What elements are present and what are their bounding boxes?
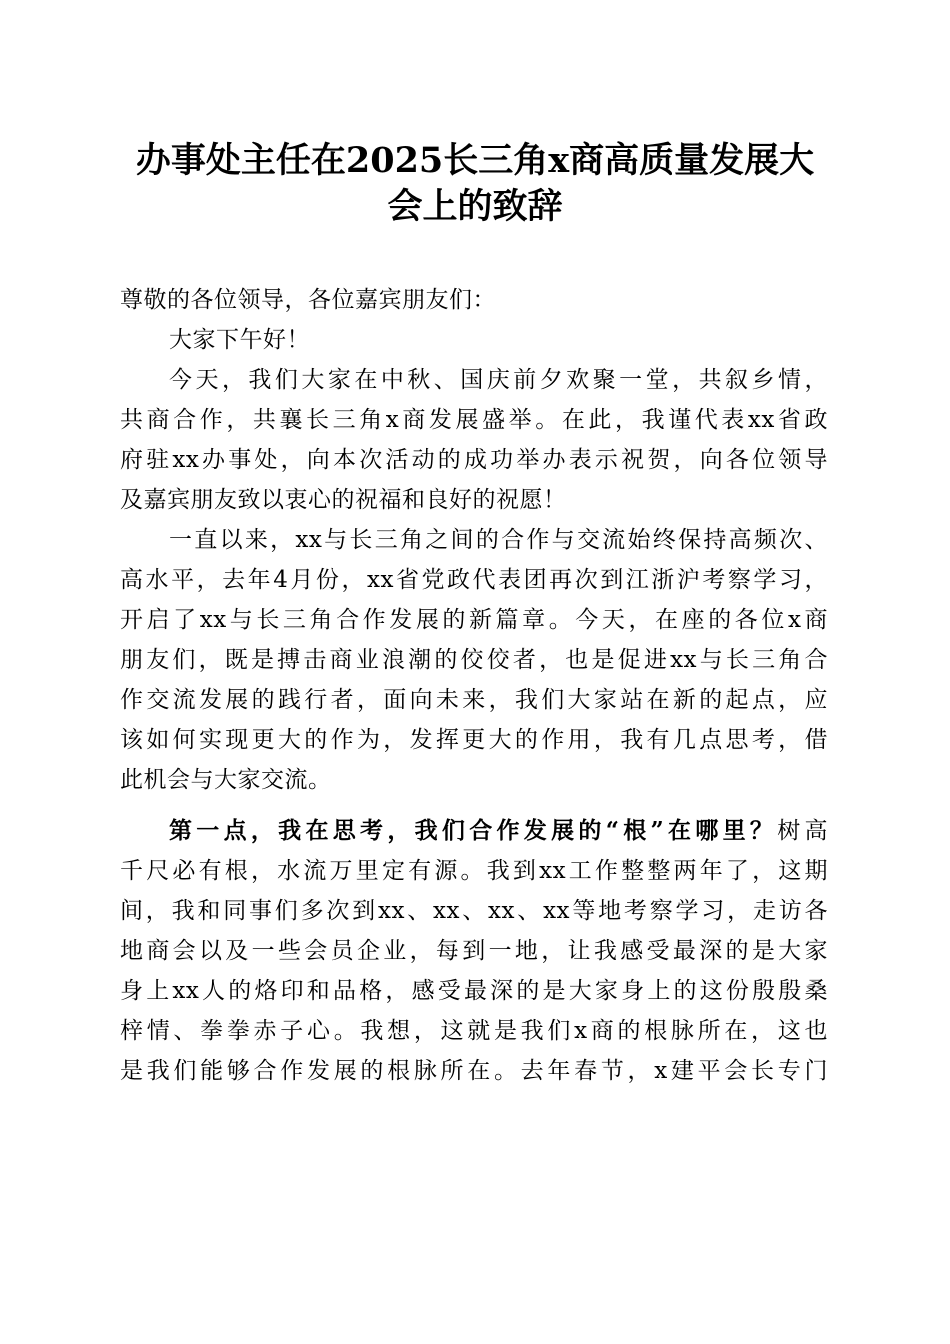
document-title (100, 138, 850, 230)
paragraph-line: 开启了xx与长三角合作发展的新篇章。今天，在座的各位x商 (120, 607, 828, 633)
paragraph-line (120, 811, 828, 851)
paragraph-line: 身上xx人的烙印和品格，感受最深的是大家身上的这份殷殷桑 (120, 978, 828, 1004)
title-line-1: 办事处主任在2025长三角x商高质量发展大 (135, 140, 815, 181)
paragraph-line: 及嘉宾朋友致以衷心的祝福和良好的祝愿！ (120, 487, 567, 513)
paragraph-line: 府驻xx办事处，向本次活动的成功举办表示祝贺，向各位领导 (120, 447, 828, 473)
paragraph-line: 今天，我们大家在中秋、国庆前夕欢聚一堂，共叙乡情， (169, 367, 828, 393)
document-body (120, 280, 828, 1091)
paragraph-line: 作交流发展的践行者，面向未来，我们大家站在新的起点，应 (120, 687, 828, 713)
paragraph-lead-rest: 树高 (777, 818, 828, 844)
paragraph-line: 间，我和同事们多次到xx、xx、xx、xx等地考察学习，走访各 (120, 898, 828, 924)
salutation: 尊敬的各位领导，各位嘉宾朋友们： (120, 287, 496, 313)
paragraph-2 (120, 520, 828, 800)
paragraph-line: 该如何实现更大的作为，发挥更大的作用，我有几点思考，借 (120, 727, 828, 753)
paragraph-line: 千尺必有根，水流万里定有源。我到xx工作整整两年了，这期 (120, 858, 828, 884)
title-line-2: 会上的致辞 (387, 186, 563, 227)
paragraph-3 (120, 811, 828, 1091)
greeting: 大家下午好！ (169, 327, 310, 353)
paragraph-lead-bold: 第一点，我在思考，我们合作发展的“根”在哪里？ (169, 817, 778, 844)
paragraph-line: 高水平，去年4月份，xx省党政代表团再次到江浙沪考察学习， (120, 567, 828, 593)
paragraph-line: 共商合作，共襄长三角x商发展盛举。在此，我谨代表xx省政 (120, 407, 828, 433)
paragraph-line: 是我们能够合作发展的根脉所在。去年春节，x建平会长专门 (120, 1058, 828, 1084)
paragraph-line: 梓情、拳拳赤子心。我想，这就是我们x商的根脉所在，这也 (120, 1018, 828, 1044)
paragraph-line: 此机会与大家交流。 (120, 767, 332, 793)
paragraph-line: 朋友们，既是搏击商业浪潮的佼佼者，也是促进xx与长三角合 (120, 647, 828, 673)
paragraph-line: 一直以来，xx与长三角之间的合作与交流始终保持高频次、 (169, 527, 828, 553)
paragraph-line: 地商会以及一些会员企业，每到一地，让我感受最深的是大家 (120, 938, 828, 964)
paragraph-gap (120, 800, 828, 811)
paragraph-1 (120, 360, 828, 520)
